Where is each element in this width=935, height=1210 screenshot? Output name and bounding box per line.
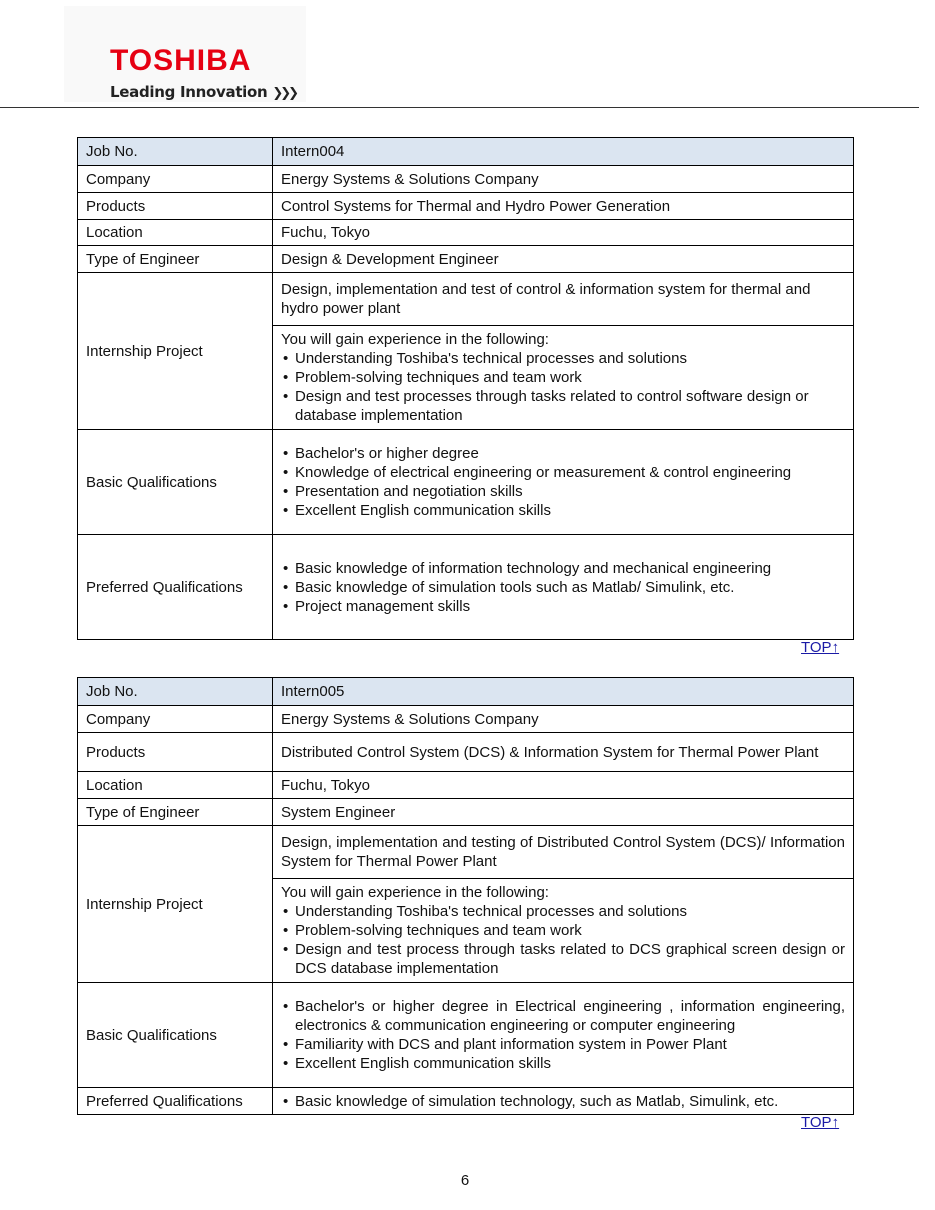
list-item: • Design and test processes through tasks related to control software design or database implementation <box>281 387 845 425</box>
list-item: • Understanding Toshiba's technical processes and solutions <box>281 349 845 368</box>
preferred-qualifications-list <box>281 559 845 616</box>
header-divider <box>0 107 919 108</box>
list-item: • Problem-solving techniques and team work <box>281 368 845 387</box>
job-no-label: Job No. <box>78 678 273 706</box>
job-no-label: Job No. <box>78 138 273 166</box>
experience-intro: You will gain experience in the following: <box>281 884 549 901</box>
internship-project-label: Internship Project <box>78 826 273 983</box>
internship-project-label: Internship Project <box>78 273 273 430</box>
basic-qualifications-label: Basic Qualifications <box>78 983 273 1088</box>
preferred-qualifications-label: Preferred Qualifications <box>78 535 273 640</box>
list-item: • Basic knowledge of simulation tools such as Matlab/ Simulink, etc. <box>281 578 845 597</box>
page-number: 6 <box>460 1172 470 1189</box>
internship-project-description <box>273 273 854 326</box>
products-label: Products <box>78 733 273 772</box>
preferred-qualifications-cell <box>273 535 854 640</box>
experience-cell <box>273 326 854 430</box>
products-label: Products <box>78 193 273 220</box>
company-value: Energy Systems & Solutions Company <box>273 706 854 733</box>
experience-list <box>281 902 845 978</box>
location-label: Location <box>78 220 273 246</box>
engineer-type-value: Design & Development Engineer <box>273 246 854 273</box>
internship-project-description <box>273 826 854 879</box>
preferred-qualifications-label: Preferred Qualifications <box>78 1088 273 1115</box>
basic-qualifications-cell <box>273 430 854 535</box>
list-item: • Excellent English communication skills <box>281 1054 845 1073</box>
top-link[interactable]: TOP↑ <box>801 1114 840 1131</box>
company-label: Company <box>78 706 273 733</box>
project-desc-text: Design, implementation and test of control & information system for thermal and hydro power plant <box>281 281 811 317</box>
logo-tagline <box>110 84 296 102</box>
preferred-qualifications-list <box>281 1092 845 1111</box>
experience-cell <box>273 879 854 983</box>
job-table-intern004 <box>77 137 854 640</box>
company-value: Energy Systems & Solutions Company <box>273 166 854 193</box>
experience-list <box>281 349 845 425</box>
company-label: Company <box>78 166 273 193</box>
list-item: • Presentation and negotiation skills <box>281 482 845 501</box>
engineer-type-label: Type of Engineer <box>78 246 273 273</box>
location-value: Fuchu, Tokyo <box>273 772 854 799</box>
project-desc-text: Design, implementation and testing of Distributed Control System (DCS)/ Information System for Thermal Power Plant <box>281 834 845 870</box>
list-item: • Problem-solving techniques and team work <box>281 921 845 940</box>
list-item: • Design and test process through tasks related to DCS graphical screen design or DCS database implementation <box>281 940 845 978</box>
list-item: • Bachelor's or higher degree in Electrical engineering , information engineering, electronics & communication engineering or computer engineering <box>281 997 845 1035</box>
products-value: Distributed Control System (DCS) & Information System for Thermal Power Plant <box>273 733 854 772</box>
list-item: • Understanding Toshiba's technical processes and solutions <box>281 902 845 921</box>
basic-qualifications-cell <box>273 983 854 1088</box>
location-label: Location <box>78 772 273 799</box>
basic-qualifications-list <box>281 997 845 1073</box>
products-value: Control Systems for Thermal and Hydro Power Generation <box>273 193 854 220</box>
preferred-qualifications-cell <box>273 1088 854 1115</box>
job-table-intern005 <box>77 677 854 1115</box>
logo-wordmark: TOSHIBA <box>110 44 252 77</box>
list-item: • Basic knowledge of simulation technology, such as Matlab, Simulink, etc. <box>281 1092 845 1111</box>
basic-qualifications-label: Basic Qualifications <box>78 430 273 535</box>
toshiba-logo <box>64 6 306 102</box>
experience-intro: You will gain experience in the following: <box>281 331 549 348</box>
logo-tagline-text: Leading Innovation <box>110 83 268 101</box>
engineer-type-label: Type of Engineer <box>78 799 273 826</box>
list-item: • Bachelor's or higher degree <box>281 444 845 463</box>
job-no-value: Intern004 <box>273 138 854 166</box>
engineer-type-value: System Engineer <box>273 799 854 826</box>
arrows-icon: ❯❯❯ <box>272 86 297 101</box>
location-value: Fuchu, Tokyo <box>273 220 854 246</box>
list-item: • Knowledge of electrical engineering or measurement & control engineering <box>281 463 845 482</box>
list-item: • Basic knowledge of information technology and mechanical engineering <box>281 559 845 578</box>
basic-qualifications-list <box>281 444 845 520</box>
list-item: • Project management skills <box>281 597 845 616</box>
list-item: • Familiarity with DCS and plant information system in Power Plant <box>281 1035 845 1054</box>
job-no-value: Intern005 <box>273 678 854 706</box>
top-link[interactable]: TOP↑ <box>801 639 840 656</box>
list-item: • Excellent English communication skills <box>281 501 845 520</box>
